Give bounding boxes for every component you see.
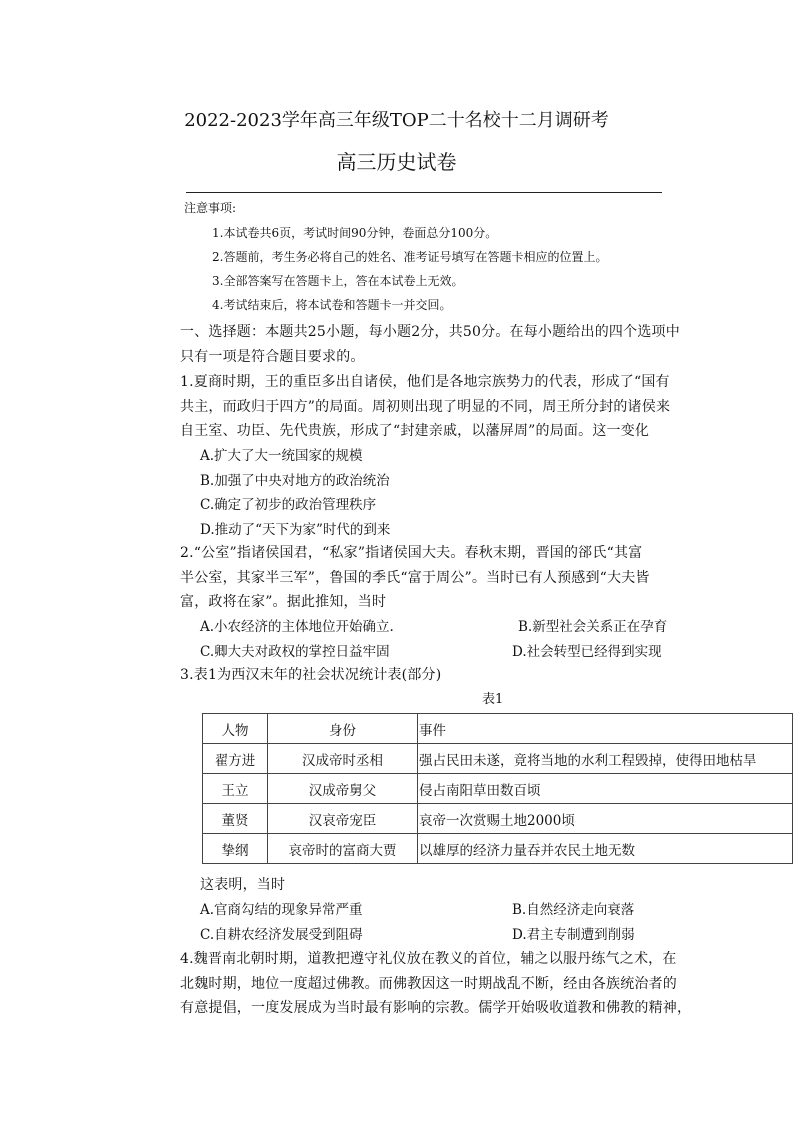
notice-item: 2.答题前，考生务必将自己的姓名、准考证号填写在答题卡相应的位置上。 bbox=[212, 250, 608, 264]
question-3-option: B.自然经济走向衰落 bbox=[512, 902, 635, 918]
exam-subtitle: 高三历史试卷 bbox=[336, 150, 457, 174]
section-instructions: 一、选择题：本题共25小题，每小题2分，共50分。在每小题给出的四个选项中 bbox=[180, 324, 680, 340]
table-row bbox=[203, 834, 793, 864]
question-2-stem: 半公室，其家半三军”，鲁国的季氏“富于周公”。当时已有人预感到“大夫皆 bbox=[180, 570, 650, 586]
question-3-stem: 3.表1为西汉末年的社会状况统计表(部分) bbox=[180, 667, 442, 683]
table-cell: 汉成帝时丞相 bbox=[268, 744, 418, 774]
question-4-stem: 4.魏晋南北朝时期，道教把遵守礼仪放在教义的首位，辅之以服丹练气之术，在 bbox=[180, 951, 677, 967]
question-3-option: C.自耕农经济发展受到阻碍 bbox=[200, 927, 363, 943]
question-1-stem: 自王室、功臣、先代贵族，形成了“封建亲戚，以藩屏周”的局面。这一变化 bbox=[180, 423, 650, 439]
question-1-option: B.加强了中央对地方的政治统治 bbox=[200, 473, 390, 489]
table-header-cell: 人物 bbox=[203, 714, 268, 744]
question-2-option: D.社会转型已经得到实现 bbox=[512, 644, 662, 660]
table-row bbox=[203, 744, 793, 774]
table-cell: 汉成帝舅父 bbox=[268, 774, 418, 804]
table-header-cell: 身份 bbox=[268, 714, 418, 744]
table-header-cell: 事件 bbox=[418, 714, 793, 744]
question-4-stem: 有意提倡，一度发展成为当时最有影响的宗教。儒学开始吸收道教和佛教的精神， bbox=[180, 1000, 692, 1016]
table-caption: 表1 bbox=[482, 692, 504, 707]
table-cell: 王立 bbox=[203, 774, 268, 804]
table-cell: 汉哀帝宠臣 bbox=[268, 804, 418, 834]
table-cell: 哀帝一次赏赐土地2000顷 bbox=[418, 804, 793, 834]
table-row bbox=[203, 774, 793, 804]
question-1-option: C.确定了初步的政治管理秩序 bbox=[200, 497, 377, 513]
table-cell: 董贤 bbox=[203, 804, 268, 834]
question-1-option: D.推动了“天下为家”时代的到来 bbox=[200, 522, 391, 538]
question-2-option: C.卿大夫对政权的掌控日益牢固 bbox=[200, 644, 390, 660]
question-3-followup: 这表明，当时 bbox=[200, 877, 286, 893]
social-status-table bbox=[202, 713, 793, 864]
question-1-stem: 1.夏商时期，王的重臣多出自诸侯，他们是各地宗族势力的代表，形成了“国有 bbox=[180, 374, 670, 390]
notice-heading: 注意事项: bbox=[184, 201, 237, 215]
question-1-stem: 共主，而政归于四方”的局面。周初则出现了明显的不同，周王所分封的诸侯来 bbox=[180, 399, 671, 415]
table-cell: 以雄厚的经济力量吞并农民土地无数 bbox=[418, 834, 793, 864]
question-4-stem: 北魏时期，地位一度超过佛教。而佛教因这一时期战乱不断，经由各族统治者的 bbox=[180, 976, 677, 992]
notice-item: 3.全部答案写在答题卡上，答在本试卷上无效。 bbox=[212, 274, 464, 288]
notice-item: 4.考试结束后，将本试卷和答题卡一并交回。 bbox=[212, 298, 452, 312]
table-cell: 挚纲 bbox=[203, 834, 268, 864]
question-2-option: B.新型社会关系正在孕育 bbox=[518, 619, 668, 635]
table-cell: 翟方进 bbox=[203, 744, 268, 774]
table-cell: 强占民田未遂，竟将当地的水利工程毁掉，使得田地枯旱 bbox=[418, 744, 793, 774]
exam-title: 2022-2023学年高三年级TOP二十名校十二月调研考 bbox=[184, 110, 609, 131]
notice-item: 1.本试卷共6页，考试时间90分钟，卷面总分100分。 bbox=[212, 226, 498, 240]
question-2-option: A.小农经济的主体地位开始确立. bbox=[200, 619, 394, 635]
question-3-option: A.官商勾结的现象异常严重 bbox=[200, 902, 363, 918]
table-cell: 侵占南阳草田数百顷 bbox=[418, 774, 793, 804]
question-2-stem: 富，政将在家”。据此推知，当时 bbox=[180, 594, 387, 610]
section-instructions: 只有一项是符合题目要求的。 bbox=[180, 349, 365, 365]
table-header-row bbox=[203, 714, 793, 744]
question-1-option: A.扩大了大一统国家的规模 bbox=[200, 448, 363, 464]
table-row bbox=[203, 804, 793, 834]
question-2-stem: 2.“公室”指诸侯国君，“私家”指诸侯国大夫。春秋末期，晋国的郤氏“其富 bbox=[180, 545, 643, 561]
table-cell: 哀帝时的富商大贾 bbox=[268, 834, 418, 864]
question-3-option: D.君主专制遭到削弱 bbox=[512, 927, 635, 943]
header-divider bbox=[186, 192, 662, 193]
